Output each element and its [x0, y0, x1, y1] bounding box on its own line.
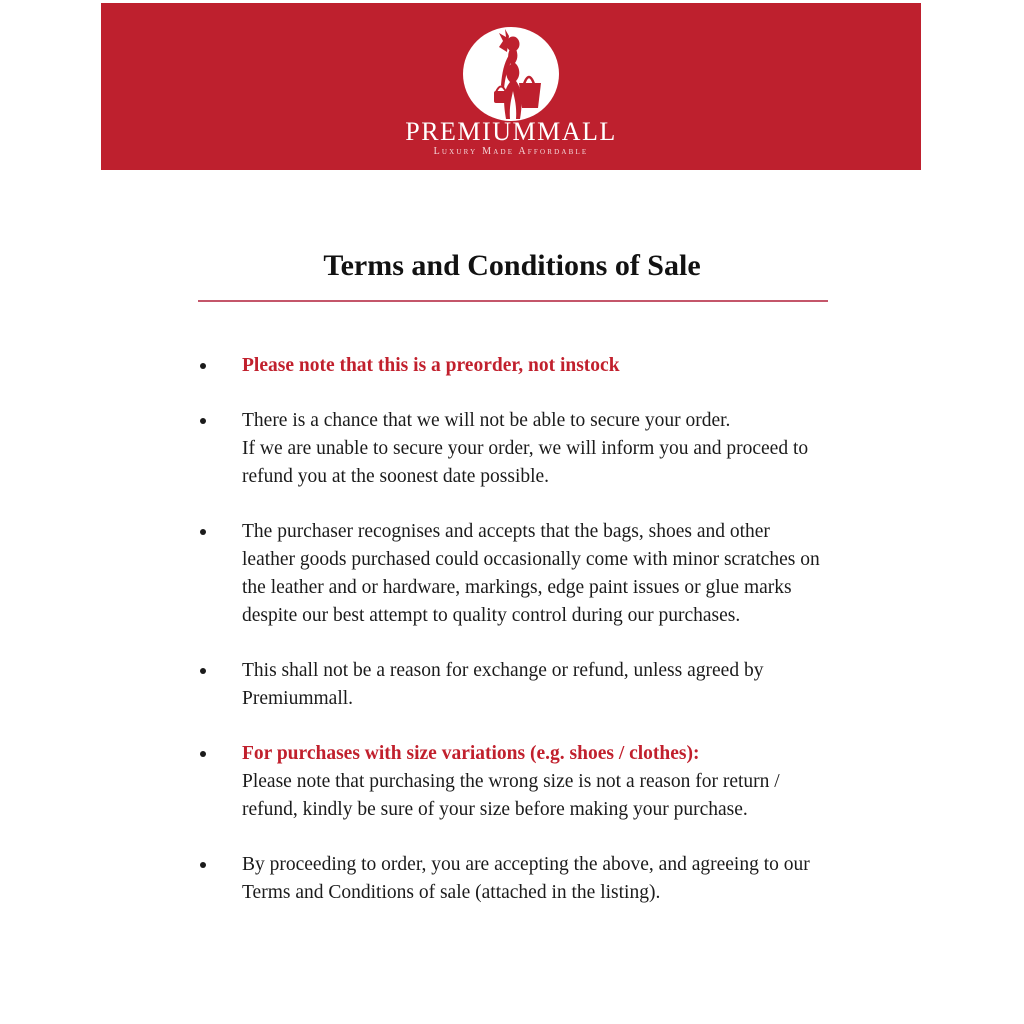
term-line: Please note that purchasing the wrong size is not a reason for return / [242, 771, 780, 792]
list-item [200, 851, 860, 907]
list-item [200, 740, 860, 824]
term-line: Premiummall. [242, 688, 354, 709]
title-divider [198, 300, 828, 302]
term-line: For purchases with size variations (e.g. shoes / clothes): [242, 743, 700, 764]
term-line: By proceeding to order, you are accepting the above, and agreeing to our [242, 854, 810, 875]
term-line: leather goods purchased could occasionally come with minor scratches on [242, 549, 820, 570]
term-line: The purchaser recognises and accepts that the bags, shoes and other [242, 521, 770, 542]
term-line: Please note that this is a preorder, not instock [242, 355, 620, 376]
term-line: refund, kindly be sure of your size before making your purchase. [242, 799, 748, 820]
term-line: despite our best attempt to quality control during our purchases. [242, 605, 741, 626]
term-line: There is a chance that we will not be able to secure your order. [242, 410, 731, 431]
bullet-marker [200, 363, 206, 369]
bullet-marker [200, 418, 206, 424]
page-title: Terms and Conditions of Sale [323, 249, 701, 282]
brand-logo [463, 27, 559, 121]
list-item [200, 407, 860, 491]
bullet-marker [200, 751, 206, 757]
brand-name: PREMIUMMALL [405, 117, 617, 146]
term-line: This shall not be a reason for exchange or refund, unless agreed by [242, 660, 764, 681]
terms-list [200, 352, 860, 934]
term-line: Terms and Conditions of sale (attached in the listing). [242, 882, 661, 903]
list-item [200, 518, 860, 630]
brand-tagline: Luxury Made Affordable [433, 146, 589, 157]
brand-banner [101, 3, 921, 170]
term-line: refund you at the soonest date possible. [242, 466, 550, 487]
bullet-marker [200, 862, 206, 868]
term-line: If we are unable to secure your order, we will inform you and proceed to [242, 438, 809, 459]
bullet-marker [200, 668, 206, 674]
woman-shopper-icon [463, 27, 559, 121]
list-item [200, 352, 860, 380]
bullet-marker [200, 529, 206, 535]
list-item [200, 657, 860, 713]
term-line: the leather and or hardware, markings, edge paint issues or glue marks [242, 577, 792, 598]
